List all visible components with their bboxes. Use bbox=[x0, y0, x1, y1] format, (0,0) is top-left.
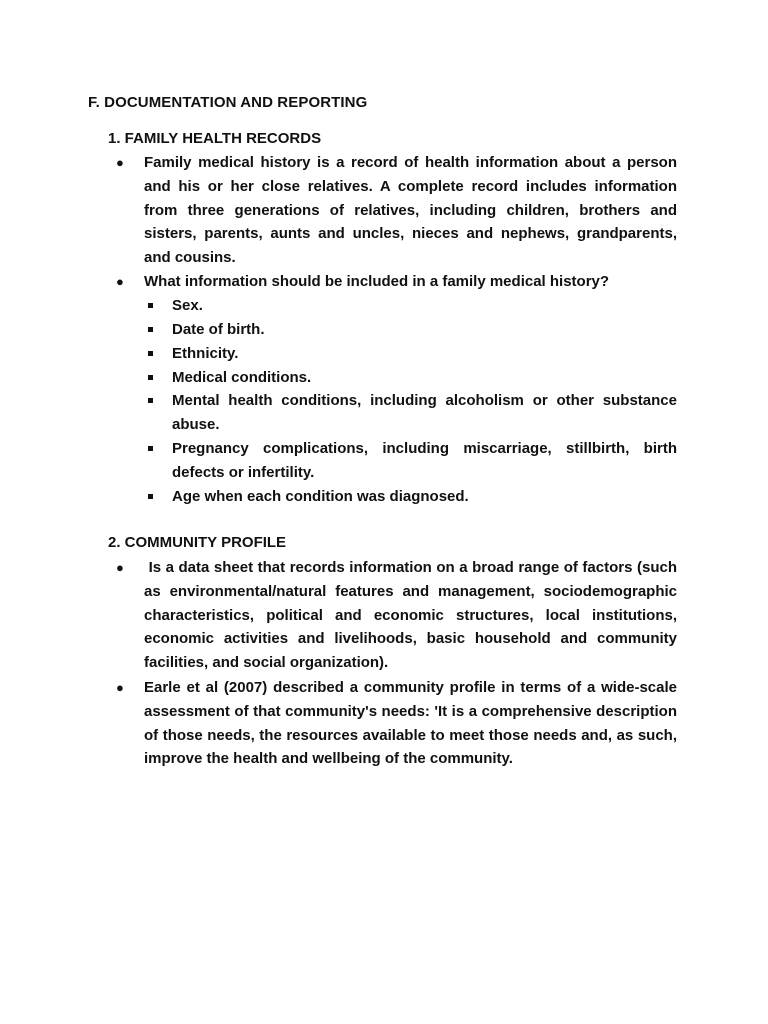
family-history-question-bullet bbox=[116, 270, 677, 294]
community-profile-definition-bullet bbox=[116, 556, 682, 675]
list-item-medical-conditions bbox=[172, 366, 677, 390]
list-item-text: Ethnicity. bbox=[172, 345, 239, 362]
bullet-text: Earle et al (2007) described a community profile in terms of a wide-scale assessment of that community's needs: 'It is a comprehensive description of those needs, the resources available to meet those needs and, as such, improve the health and wellbeing of the community. bbox=[144, 679, 677, 768]
list-item-text: Sex. bbox=[172, 297, 203, 314]
document-heading: F. DOCUMENTATION AND REPORTING bbox=[88, 94, 368, 111]
square-bullet-icon bbox=[148, 351, 153, 356]
list-item-ethnicity bbox=[172, 342, 677, 366]
square-bullet-icon bbox=[148, 446, 153, 451]
square-bullet-icon bbox=[148, 303, 153, 308]
list-item-text: Mental health conditions, including alcoholism or other substance abuse. bbox=[172, 392, 677, 433]
list-item-mental-health bbox=[172, 389, 677, 437]
bullet-text: Is a data sheet that records information on a broad range of factors (such as environmental/natural features and management, sociodemographic characteristics, political and economic structures, local institutions, economic activities and livelihoods, basic household and community facilities, and social organization). bbox=[144, 559, 682, 672]
bullet-icon: ● bbox=[116, 560, 124, 575]
community-profile-earle-bullet bbox=[116, 676, 677, 771]
bullet-icon: ● bbox=[116, 680, 124, 695]
square-bullet-icon bbox=[148, 494, 153, 499]
bullet-icon: ● bbox=[116, 274, 124, 289]
list-item-age-diagnosed bbox=[172, 485, 677, 509]
list-item-text: Age when each condition was diagnosed. bbox=[172, 488, 469, 505]
square-bullet-icon bbox=[148, 398, 153, 403]
family-history-definition-bullet bbox=[116, 151, 677, 270]
list-item-pregnancy bbox=[172, 437, 677, 485]
list-item-text: Date of birth. bbox=[172, 321, 265, 338]
bullet-text: What information should be included in a family medical history? bbox=[144, 273, 610, 290]
square-bullet-icon bbox=[148, 375, 153, 380]
bullet-text: Family medical history is a record of health information about a person and his or her close relatives. A complete record includes information from three generations of relatives, including children, brothers and sisters, parents, aunts and uncles, nieces and nephews, grandparents, and cousins. bbox=[144, 154, 677, 267]
list-item-text: Medical conditions. bbox=[172, 369, 312, 386]
square-bullet-icon bbox=[148, 327, 153, 332]
section-title-family-health-records: 1. FAMILY HEALTH RECORDS bbox=[108, 130, 322, 147]
section-title-community-profile: 2. COMMUNITY PROFILE bbox=[108, 534, 287, 551]
list-item-text: Pregnancy complications, including miscarriage, stillbirth, birth defects or infertility. bbox=[172, 440, 677, 481]
list-item-date-of-birth bbox=[172, 318, 677, 342]
bullet-icon: ● bbox=[116, 155, 124, 170]
list-item-sex bbox=[172, 294, 677, 318]
